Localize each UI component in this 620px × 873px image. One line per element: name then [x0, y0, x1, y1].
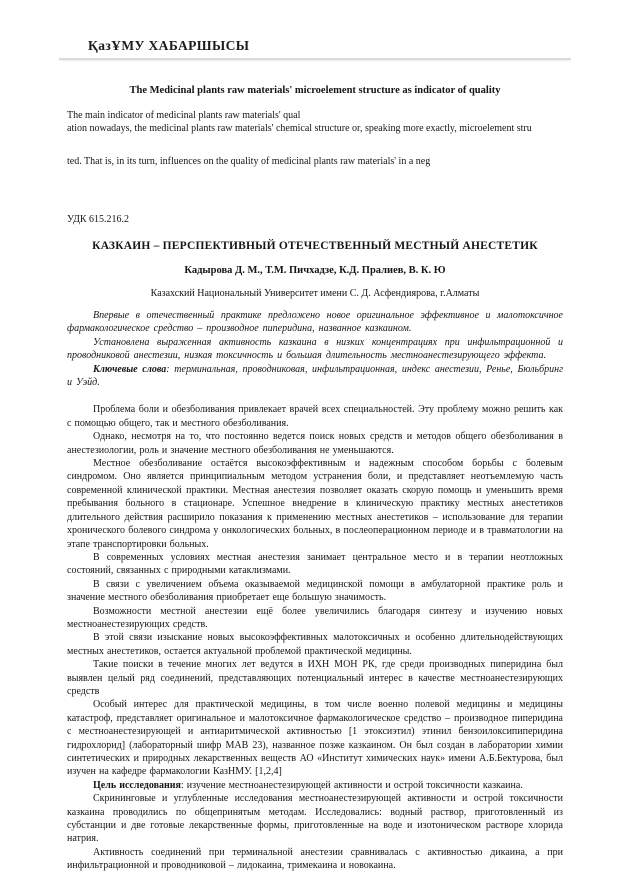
body-paragraph — [67, 551, 563, 578]
english-fragment-line: The main indicator of medicinal plants raw materials' qual — [67, 110, 301, 121]
paragraph-text: Скрининговые и углубленные исследования местноанестезирующей активности и острой токсичности казкаина проводились по общепринятым методам. Исследовались: водный раствор, приготовленный из субстанции и две готовые лекарственные формы, приготовленные на воде и изотоническом растворе хлорида натрия. — [67, 793, 563, 845]
keywords-text: : терминальная, проводниковая, инфильтрационная, индекс анестезии, Ренье, Бюльбринг и Уэйд. — [67, 363, 563, 389]
paragraph-text: Возможности местной анестезии ещё более увеличились благодаря синтезу и изучению новых местноанестезирующих средств. — [67, 605, 563, 630]
udc-number: УДК 615.216.2 — [67, 214, 130, 225]
body-paragraph — [67, 631, 563, 658]
abstract — [67, 309, 563, 389]
paragraph-text: Местное обезболивание остаётся высокоэффективным и надежным способом борьбы с болевым синдромом. Оно является принципиальным методом устранения боли, и представляет неотъемлемую часть современной клинической практики. Местная анестезия позволяет оказать скорую помощь и уменьшить время пребывания больного в стационаре. Успешное внедрение в клиническую практику местных анестетиков длительного действия расширило показания к применению местных анестетиков – использование для терапии хронического болевого синдрома у онкологических больных, в послеоперационном периоде и в травматологии на этапе транспортировки больных. — [67, 458, 563, 550]
paragraph-text: В связи с увеличением объема оказываемой медицинской помощи в амбулаторной практике роль и значение местного обезболивания приобретает еще большую значимость. — [67, 578, 563, 604]
article-affiliation: Казахский Национальный Университет имени С. Д. Асфендиярова, г.Алматы — [150, 288, 480, 299]
body-paragraph — [67, 792, 563, 846]
paragraph-text: В этой связи изыскание новых высокоэффективных малотоксичных и особенно длительнодействующих местных анестетиков, остается актуальной проблемой практической медицины. — [67, 632, 563, 657]
body-paragraph — [67, 698, 563, 778]
article-body — [67, 403, 563, 872]
article-title: КАЗКАИН – ПЕРСПЕКТИВНЫЙ ОТЕЧЕСТВЕННЫЙ МЕСТНЫЙ АНЕСТЕТИК — [92, 240, 538, 252]
body-paragraph — [67, 605, 563, 632]
body-paragraph — [67, 457, 563, 551]
abstract-paragraph: Впервые в отечественный практике предложено новое оригинальное эффективное и малотоксичное фармакологическое средство – производное пиперидина, названное казкаином. — [67, 310, 563, 335]
abstract-paragraph: Установлена выраженная активность казкаина в низких концентрациях при инфильтрационной и проводниковой анестезии, низкая токсичность и большая длительность местноанестезирующего эффекта. — [67, 336, 563, 362]
paragraph-text: Особый интерес для практической медицины, в том числе военно полевой медицины и медицины катастроф, представляет оригинальное и малотоксичное фармакологическое средство – производное пиперидина с местноанестезирующей и антиаритмической активностью [1 этоксиэтил) этинил бензоилоксипиперидина гидрохлорид] (лабораторный шифр МАВ 23), названное позже казкаином. Он был создан в лаборатории химии синтетических и природных лекарственных веществ АО «Институт химических наук» имени А.Б.Бектурова, был изучен на кафедре фармакологии КазНМУ. [1,2,4] — [67, 699, 563, 778]
paragraph-text: В современных условиях местная анестезия занимает центральное место и в терапии неотложных состояний, связанных с природными катаклизмами. — [67, 551, 563, 577]
body-paragraph — [67, 578, 563, 605]
body-paragraph — [67, 430, 563, 457]
journal-header: ҚазҰМУ ХАБАРШЫСЫ — [88, 38, 250, 53]
paragraph-text: Однако, несмотря на то, что постоянно ведется поиск новых средств и методов общего обезболивания в анестезиологии, роль и значение местного обезболивания не уменьшаются. — [67, 431, 563, 456]
keywords-paragraph — [67, 363, 563, 390]
keywords-label: Ключевые слова — [93, 363, 167, 375]
header-rule — [59, 58, 571, 61]
paragraph-lead: Цель исследования — [93, 779, 181, 791]
paragraph-text: Активность соединений при терминальной анестезии сравнивалась с активностью дикаина, а при инфильтрационной и проводниковой – лидокаина, тримекаина и новокаина. — [67, 846, 563, 872]
english-title: The Medicinal plants raw materials' microelement structure as indicator of quality — [129, 85, 501, 96]
paragraph-text: Проблема боли и обезболивания привлекает врачей всех специальностей. Эту проблему можно решить как с помощью общего, так и местного обезболивания. — [67, 404, 563, 429]
body-paragraph — [67, 658, 563, 698]
paragraph-text: : изучение местноанестезирующей активности и острой токсичности казкаина. — [180, 779, 523, 791]
paragraph-text: Такие поиски в течение многих лет ведутся в ИХН МОН РК, где среди производных пиперидина был выявлен целый ряд соединений, представляющих потенциальный интерес в качестве местноанестезирующих средств — [67, 659, 563, 697]
english-fragment-line: ted. That is, in its turn, influences on the quality of medicinal plants raw materials' in a neg — [67, 156, 431, 167]
body-paragraph — [67, 403, 563, 430]
article-authors: Кадырова Д. М., Т.М. Пичхадзе, К.Д. Пралиев, В. К. Ю — [184, 265, 446, 276]
english-fragment — [67, 109, 563, 168]
body-paragraph — [67, 779, 563, 792]
english-fragment-line: ation nowadays, the medicinal plants raw materials' chemical structure or, speaking more exactly, microelement stru — [67, 123, 532, 134]
